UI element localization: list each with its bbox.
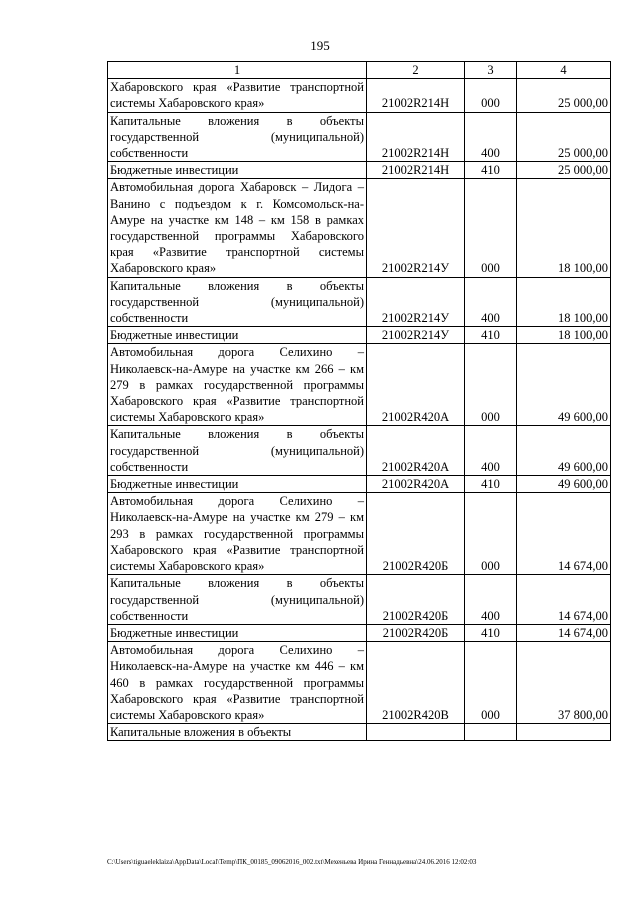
row-expense-type: 410 [465, 327, 517, 344]
row-name: Капитальные вложения в объекты государственной (муниципальной) собственности [108, 112, 367, 162]
table-row [108, 624, 611, 641]
table-row [108, 162, 611, 179]
table-row [108, 277, 611, 327]
row-expense-type: 000 [465, 642, 517, 724]
table-row [108, 179, 611, 277]
header-col-3: 3 [465, 62, 517, 79]
table-row [108, 344, 611, 426]
row-code: 21002R420Б [367, 575, 465, 625]
row-code: 21002R420А [367, 476, 465, 493]
row-amount: 18 100,00 [517, 277, 611, 327]
row-amount: 14 674,00 [517, 624, 611, 641]
row-code: 21002R420Б [367, 624, 465, 641]
table-row [108, 642, 611, 724]
row-amount: 14 674,00 [517, 493, 611, 575]
row-code: 21002R420А [367, 426, 465, 476]
page-number: 195 [310, 38, 330, 53]
row-name: Капитальные вложения в объекты государственной (муниципальной) собственности [108, 277, 367, 327]
row-amount: 18 100,00 [517, 179, 611, 277]
row-amount: 49 600,00 [517, 476, 611, 493]
table-row [108, 575, 611, 625]
row-name: Бюджетные инвестиции [108, 327, 367, 344]
table-row [108, 112, 611, 162]
row-name: Бюджетные инвестиции [108, 162, 367, 179]
row-name: Хабаровского края «Развитие транспортной системы Хабаровского края» [108, 79, 367, 112]
row-name: Бюджетные инвестиции [108, 624, 367, 641]
budget-table [107, 61, 611, 741]
table-row [108, 327, 611, 344]
header-col-4: 4 [517, 62, 611, 79]
row-expense-type: 410 [465, 162, 517, 179]
row-expense-type: 000 [465, 79, 517, 112]
row-code: 21002R214У [367, 327, 465, 344]
row-amount [517, 724, 611, 741]
row-expense-type: 000 [465, 179, 517, 277]
row-code: 21002R420В [367, 642, 465, 724]
row-name: Автомобильная дорога Хабаровск – Лидога – Ванино с подъездом к г. Комсомольск-на-Амуре на участке км 148 – км 158 в рамках государственной программы Хабаровского края «Развитие транспортной системы Хабаровского края» [108, 179, 367, 277]
row-amount: 25 000,00 [517, 162, 611, 179]
row-amount: 49 600,00 [517, 426, 611, 476]
row-amount: 49 600,00 [517, 344, 611, 426]
row-code: 21002R420Б [367, 493, 465, 575]
row-name: Капитальные вложения в объекты [108, 724, 367, 741]
row-code [367, 724, 465, 741]
row-code: 21002R214У [367, 179, 465, 277]
row-name: Капитальные вложения в объекты государственной (муниципальной) собственности [108, 575, 367, 625]
table-row [108, 493, 611, 575]
row-name: Автомобильная дорога Селихино – Николаевск-на-Амуре на участке км 279 – км 293 в рамках государственной программы Хабаровского края «Развитие транспортной системы Хабаровского края» [108, 493, 367, 575]
row-name: Автомобильная дорога Селихино – Николаевск-на-Амуре на участке км 446 – км 460 в рамках государственной программы Хабаровского края «Развитие транспортной системы Хабаровского края» [108, 642, 367, 724]
row-code: 21002R214Н [367, 162, 465, 179]
table-header-row [108, 62, 611, 79]
row-expense-type: 410 [465, 624, 517, 641]
row-amount: 25 000,00 [517, 79, 611, 112]
row-expense-type: 400 [465, 426, 517, 476]
row-amount: 14 674,00 [517, 575, 611, 625]
row-code: 21002R214У [367, 277, 465, 327]
footer-file-path: C:\Users\tiguaeleklaiza\AppData\Local\Temp\ПК_00185_09062016_002.txt\Мехеньева Ирина Геннадьевна\24.06.2016 12:02:03 [107, 858, 477, 866]
row-expense-type: 410 [465, 476, 517, 493]
row-code: 21002R214Н [367, 112, 465, 162]
row-expense-type: 400 [465, 112, 517, 162]
table-row [108, 426, 611, 476]
row-code: 21002R214Н [367, 79, 465, 112]
table-row [108, 724, 611, 741]
row-name: Автомобильная дорога Селихино – Николаевск-на-Амуре на участке км 266 – км 279 в рамках государственной программы Хабаровского края «Развитие транспортной системы Хабаровского края» [108, 344, 367, 426]
row-name: Бюджетные инвестиции [108, 476, 367, 493]
row-amount: 25 000,00 [517, 112, 611, 162]
row-code: 21002R420А [367, 344, 465, 426]
row-expense-type: 400 [465, 575, 517, 625]
row-expense-type: 000 [465, 493, 517, 575]
row-expense-type: 400 [465, 277, 517, 327]
row-amount: 37 800,00 [517, 642, 611, 724]
row-name: Капитальные вложения в объекты государственной (муниципальной) собственности [108, 426, 367, 476]
table-row [108, 476, 611, 493]
row-expense-type: 000 [465, 344, 517, 426]
header-col-1: 1 [108, 62, 367, 79]
table-row [108, 79, 611, 112]
row-expense-type [465, 724, 517, 741]
row-amount: 18 100,00 [517, 327, 611, 344]
header-col-2: 2 [367, 62, 465, 79]
